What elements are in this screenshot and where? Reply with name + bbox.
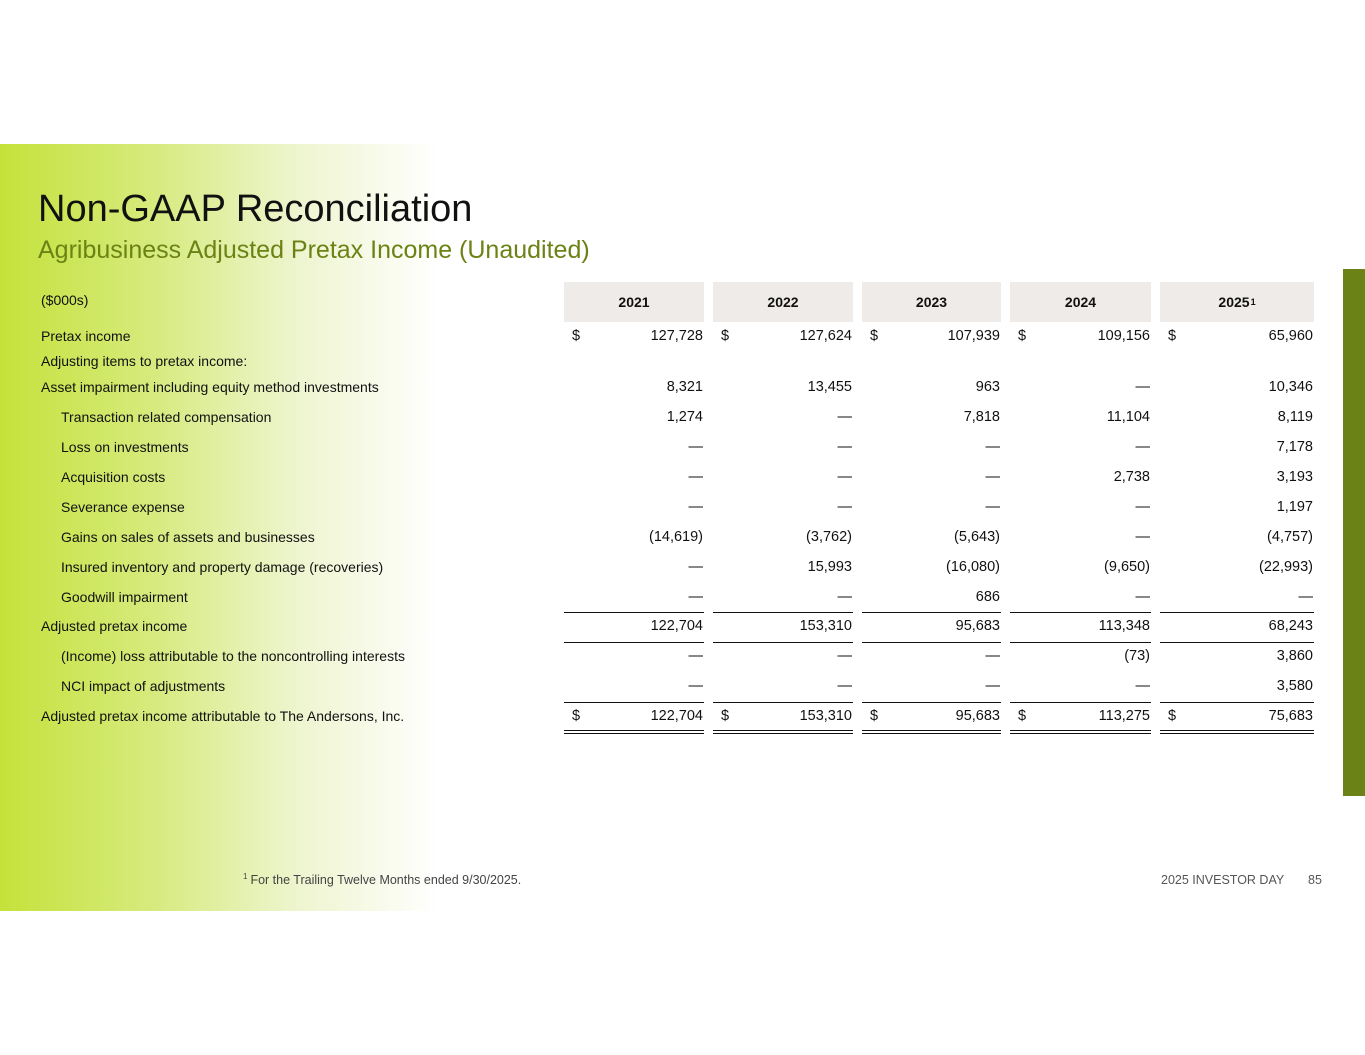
- table-cell: —: [985, 678, 1000, 694]
- row-label: Adjusted pretax income attributable to The Andersons, Inc.: [41, 708, 405, 724]
- table-cell: —: [837, 678, 852, 694]
- row-label: Acquisition costs: [61, 469, 166, 485]
- row-label: Transaction related compensation: [61, 409, 272, 425]
- total-double-rule: [713, 730, 853, 734]
- table-cell: (73): [1124, 648, 1150, 664]
- table-cell: 65,960: [1268, 328, 1313, 344]
- table-cell: 109,156: [1097, 328, 1150, 344]
- table-cell: —: [837, 499, 852, 515]
- currency-symbol: $: [572, 708, 581, 724]
- table-cell: —: [1135, 499, 1150, 515]
- table-cell: —: [985, 499, 1000, 515]
- table-cell: —: [837, 648, 852, 664]
- table-cell: 95,683: [955, 708, 1000, 724]
- table-cell: 8,119: [1277, 409, 1313, 425]
- row-label: Severance expense: [61, 499, 185, 515]
- column-header-2023: [862, 282, 1001, 322]
- column-year: 2022: [767, 294, 799, 310]
- currency-symbol: $: [1168, 328, 1177, 344]
- table-cell: 153,310: [799, 708, 852, 724]
- table-cell: (16,080): [945, 559, 1000, 575]
- subtotal-rule: [713, 702, 853, 703]
- row-label: (Income) loss attributable to the noncontrolling interests: [61, 648, 405, 664]
- column-header-2025: [1160, 282, 1314, 322]
- accent-side-bar: [1343, 269, 1365, 796]
- subtotal-rule: [564, 612, 704, 613]
- currency-symbol: $: [870, 708, 879, 724]
- table-cell: —: [985, 439, 1000, 455]
- subtotal-rule: [564, 642, 704, 643]
- table-cell: —: [688, 589, 703, 605]
- table-cell: —: [985, 469, 1000, 485]
- table-cell: 1,197: [1276, 499, 1313, 515]
- footnote: [243, 872, 521, 887]
- table-cell: 68,243: [1268, 618, 1313, 634]
- table-cell: —: [1135, 529, 1150, 545]
- table-cell: 113,275: [1098, 708, 1150, 724]
- subtotal-rule: [713, 612, 853, 613]
- currency-symbol: $: [1018, 708, 1027, 724]
- row-label: Pretax income: [41, 328, 131, 344]
- subtotal-rule: [862, 642, 1001, 643]
- table-cell: 963: [975, 379, 1000, 395]
- column-year: 2023: [915, 294, 948, 310]
- table-cell: —: [688, 559, 703, 575]
- row-label: Goodwill impairment: [61, 589, 188, 605]
- table-cell: (5,643): [954, 529, 1000, 545]
- table-cell: 11,104: [1106, 409, 1150, 425]
- column-header-2024: [1010, 282, 1151, 322]
- row-label: Gains on sales of assets and businesses: [61, 529, 315, 545]
- table-cell: 113,348: [1098, 618, 1150, 634]
- table-cell: (22,993): [1258, 559, 1313, 575]
- table-cell: —: [688, 648, 703, 664]
- table-cell: —: [1135, 678, 1150, 694]
- table-cell: 13,455: [807, 379, 852, 395]
- column-header-2021: [564, 282, 704, 322]
- table-cell: (3,762): [806, 529, 852, 545]
- table-cell: —: [837, 589, 852, 605]
- table-cell: —: [688, 469, 703, 485]
- table-cell: 75,683: [1268, 708, 1313, 724]
- currency-symbol: $: [572, 328, 581, 344]
- total-double-rule: [1010, 730, 1151, 734]
- table-cell: —: [837, 409, 852, 425]
- currency-symbol: $: [870, 328, 879, 344]
- currency-symbol: $: [721, 708, 730, 724]
- subtotal-rule: [862, 612, 1001, 613]
- table-cell: 1,274: [666, 409, 703, 425]
- footnote-text: For the Trailing Twelve Months ended 9/30/2025.: [250, 873, 522, 888]
- table-cell: 122,704: [650, 618, 703, 634]
- table-cell: 2,738: [1113, 469, 1150, 485]
- row-label: NCI impact of adjustments: [61, 678, 226, 694]
- column-year: 2025: [1218, 294, 1250, 310]
- column-header-2022: [713, 282, 853, 322]
- row-label: Asset impairment including equity method investments: [41, 379, 379, 395]
- table-cell: 10,346: [1268, 379, 1313, 395]
- subtotal-rule: [1010, 702, 1151, 703]
- subtotal-rule: [564, 702, 704, 703]
- page-number: 85: [1308, 873, 1322, 887]
- table-cell: 153,310: [799, 618, 852, 634]
- table-cell: (9,650): [1104, 559, 1150, 575]
- table-cell: 3,193: [1276, 469, 1313, 485]
- subtotal-rule: [1160, 612, 1314, 613]
- row-label: Loss on investments: [61, 439, 189, 455]
- table-cell: —: [688, 499, 703, 515]
- table-cell: —: [688, 439, 703, 455]
- table-cell: —: [1135, 379, 1150, 395]
- table-cell: —: [985, 648, 1000, 664]
- table-cell: 107,939: [947, 328, 1000, 344]
- table-cell: —: [1135, 589, 1150, 605]
- subtotal-rule: [1010, 612, 1151, 613]
- table-cell: 127,624: [799, 328, 852, 344]
- table-cell: 122,704: [650, 708, 703, 724]
- row-label: Adjusting items to pretax income:: [41, 353, 248, 369]
- table-cell: —: [1135, 439, 1150, 455]
- subtotal-rule: [1010, 642, 1151, 643]
- column-year: 2021: [618, 294, 650, 310]
- row-label: Insured inventory and property damage (recoveries): [61, 559, 384, 575]
- table-cell: (14,619): [648, 529, 703, 545]
- currency-symbol: $: [721, 328, 730, 344]
- total-double-rule: [1160, 730, 1314, 734]
- total-double-rule: [564, 730, 704, 734]
- table-cell: —: [837, 439, 852, 455]
- column-footnote-mark: 1: [1250, 297, 1256, 307]
- table-cell: 7,818: [963, 409, 1000, 425]
- table-cell: —: [1298, 589, 1313, 605]
- table-cell: —: [837, 469, 852, 485]
- units-label: ($000s): [41, 292, 89, 308]
- subtotal-rule: [713, 642, 853, 643]
- table-cell: 7,178: [1276, 439, 1313, 455]
- column-year: 2024: [1064, 294, 1097, 310]
- table-cell: 127,728: [650, 328, 703, 344]
- row-label: Adjusted pretax income: [41, 618, 188, 634]
- subtotal-rule: [1160, 642, 1314, 643]
- currency-symbol: $: [1168, 708, 1177, 724]
- table-cell: 15,993: [807, 559, 852, 575]
- table-cell: 3,860: [1276, 648, 1313, 664]
- subtotal-rule: [862, 702, 1001, 703]
- footnote-mark: 1: [243, 872, 248, 881]
- table-cell: 95,683: [955, 618, 1000, 634]
- footer-event-label: 2025 INVESTOR DAY: [1161, 873, 1285, 887]
- table-cell: 686: [975, 589, 1000, 605]
- total-double-rule: [862, 730, 1001, 734]
- table-cell: 3,580: [1276, 678, 1313, 694]
- table-cell: (4,757): [1267, 529, 1313, 545]
- currency-symbol: $: [1018, 328, 1027, 344]
- table-cell: —: [688, 678, 703, 694]
- subtotal-rule: [1160, 702, 1314, 703]
- table-cell: 8,321: [666, 379, 703, 395]
- page-subtitle: Agribusiness Adjusted Pretax Income (Unaudited): [38, 236, 590, 264]
- page-title: Non-GAAP Reconciliation: [38, 188, 473, 230]
